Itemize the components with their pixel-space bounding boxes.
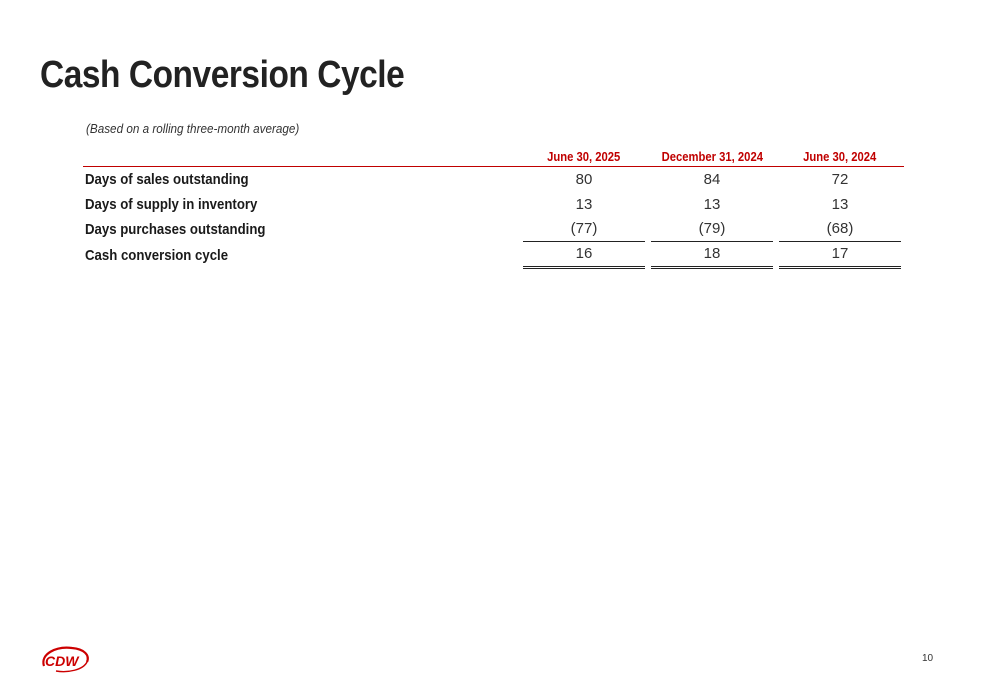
page-title: Cash Conversion Cycle (40, 54, 405, 96)
table-row (83, 167, 904, 192)
table-cell: (79) (648, 217, 776, 242)
column-header: June 30, 2025 (520, 142, 648, 167)
column-header: June 30, 2024 (776, 142, 904, 167)
row-label: Days of sales outstanding (85, 171, 249, 188)
cash-conversion-table (83, 142, 904, 269)
column-header: December 31, 2024 (648, 142, 776, 167)
table-cell: (68) (776, 217, 904, 242)
table-cell: 80 (575, 170, 593, 188)
table-cell: 13 (831, 195, 849, 213)
table-cell: 84 (703, 170, 721, 188)
table-total-row (83, 242, 904, 269)
svg-text:CDW: CDW (45, 653, 79, 669)
row-label: Days purchases outstanding (85, 221, 266, 238)
table-cell: 13 (703, 195, 721, 213)
table-cell: 18 (648, 242, 776, 269)
row-label: Cash conversion cycle (85, 247, 229, 264)
table-cell: 16 (520, 242, 648, 269)
table-cell: (77) (520, 217, 648, 242)
table-row (83, 192, 904, 217)
table-subtitle: (Based on a rolling three-month average) (86, 121, 300, 136)
cdw-logo (38, 644, 92, 681)
cdw-logo-icon (38, 644, 92, 676)
table-header-row (83, 142, 904, 167)
page-number: 10 (922, 653, 934, 664)
table-cell: 13 (575, 195, 593, 213)
table-row (83, 217, 904, 242)
table-cell: 17 (776, 242, 904, 269)
header-blank (83, 142, 520, 167)
row-label: Days of supply in inventory (85, 196, 258, 213)
table-cell: 72 (831, 170, 849, 188)
